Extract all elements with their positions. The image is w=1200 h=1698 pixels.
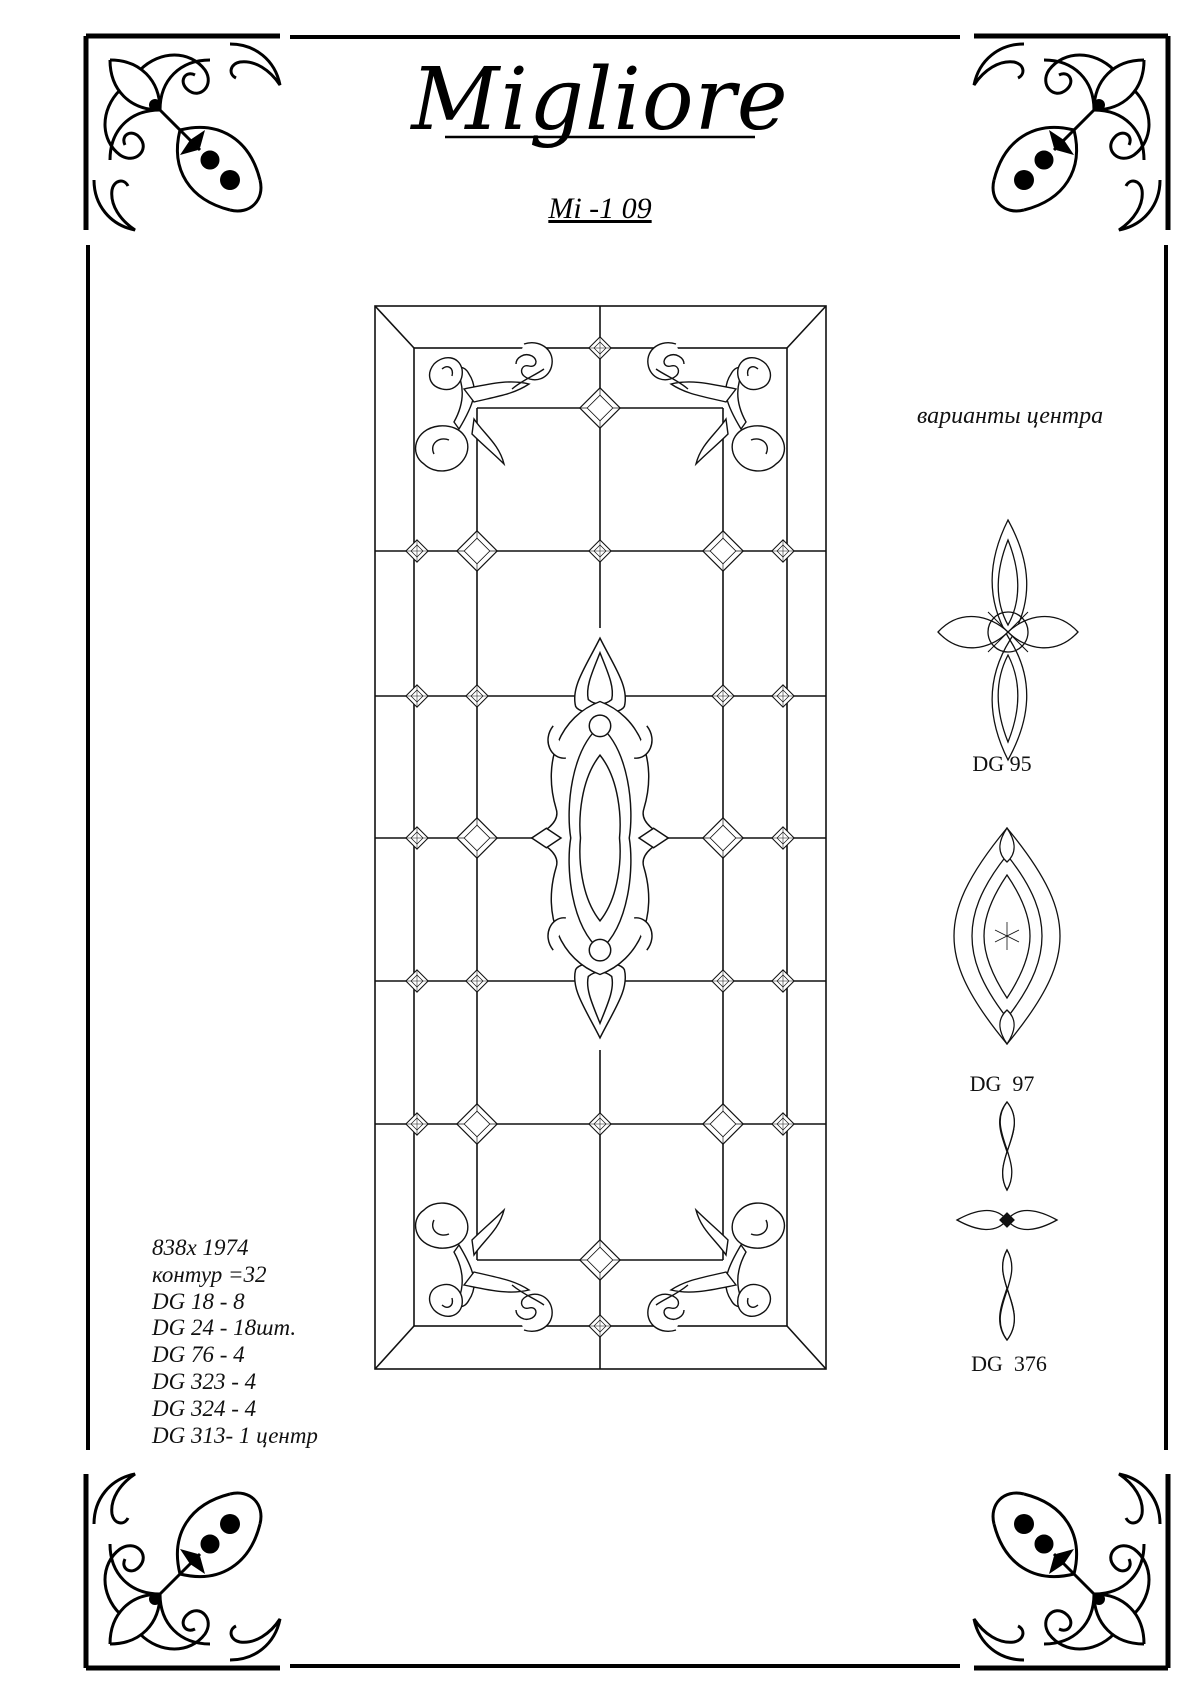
spec-contour: контур =32 [152, 1261, 267, 1287]
swirl-tl [416, 343, 553, 471]
spec-item: DG 323 - 4 [152, 1368, 257, 1394]
spec-list [152, 1235, 452, 1449]
variant-label-dg376: DG 376 [971, 1351, 1047, 1376]
variants-title: варианты центра [916, 403, 1104, 429]
center-bevel-cluster [532, 638, 669, 1038]
variant-label-dg97: DG 97 [969, 1071, 1035, 1096]
variant-dg97-drawing [954, 828, 1060, 1044]
variant-dg376-drawing [957, 1102, 1057, 1340]
spec-item: DG 24 - 18шт. [152, 1315, 297, 1341]
spec-item: DG 18 - 8 [152, 1288, 245, 1314]
brand-title: Migliore [411, 50, 789, 150]
spec-size: 838x 1974 [152, 1235, 249, 1260]
variant-dg95-drawing [938, 520, 1078, 760]
spec-item: DG 324 - 4 [152, 1395, 257, 1421]
corner-ornament-tl-icon [86, 36, 280, 230]
spec-item: DG 76 - 4 [152, 1342, 245, 1368]
spec-item: DG 313- 1 центр [152, 1422, 318, 1448]
variant-label-dg95: DG 95 [972, 751, 1032, 776]
model-code: Mi -1 09 [548, 192, 652, 225]
